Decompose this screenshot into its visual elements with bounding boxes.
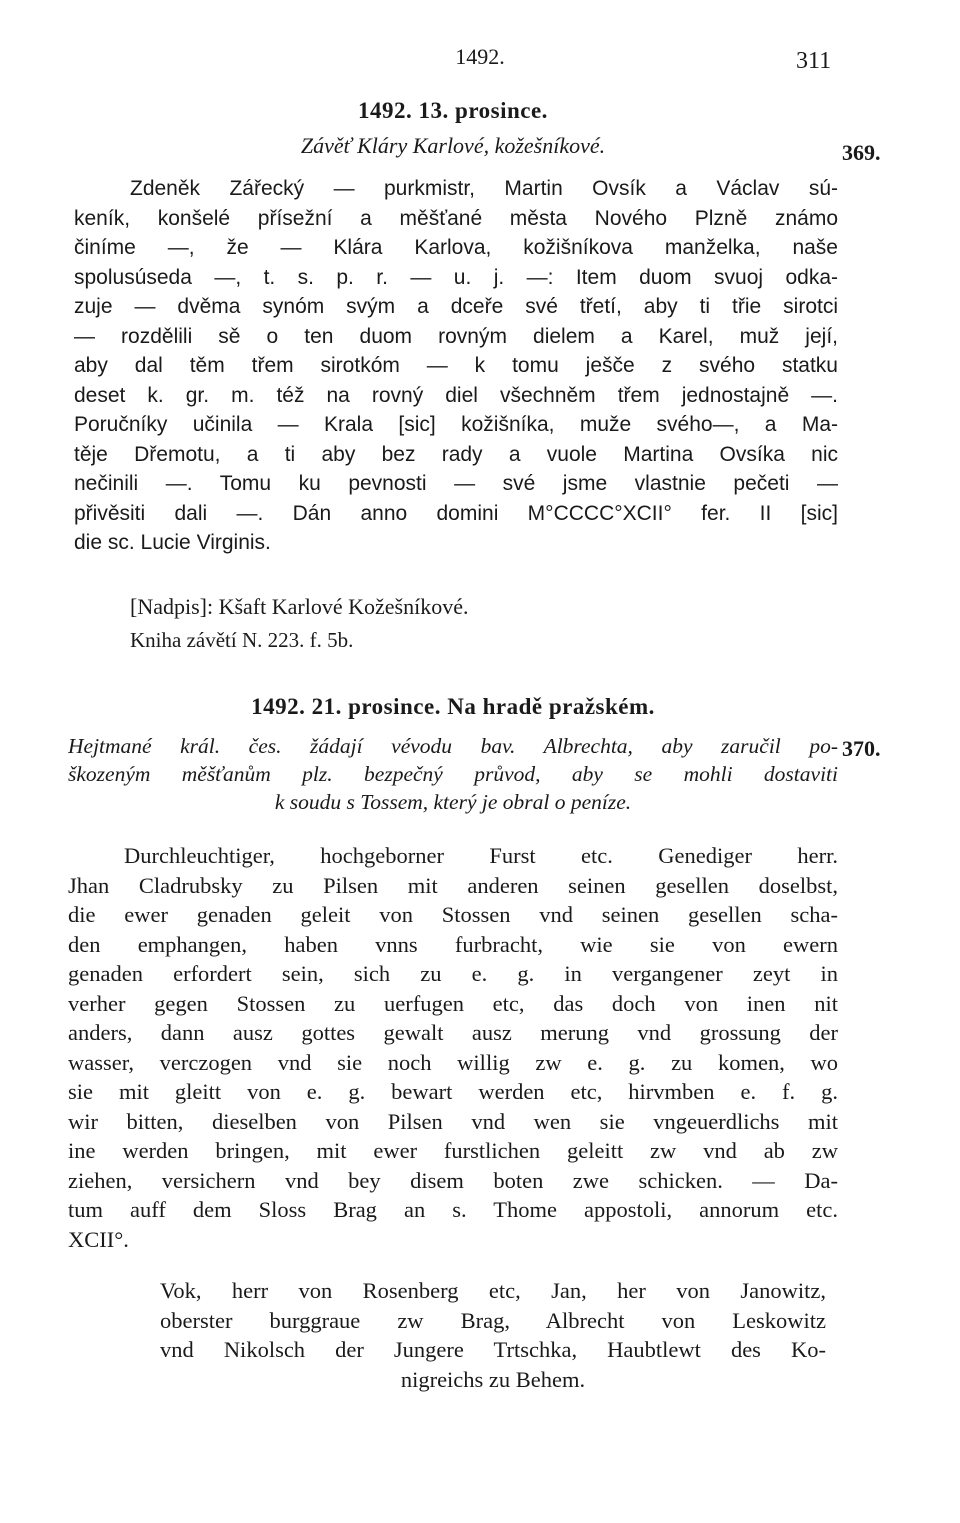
doc1-line: — rozdělili sě o ten duom rovným dielem a Karel, muž její,	[74, 324, 838, 348]
doc2-line: wir bitten, dieselben von Pilsen vnd wen sie vngeuerdlichs mit	[68, 1108, 838, 1134]
doc2-line: die ewer genaden geleit von Stossen vnd seinen gesellen scha-	[68, 902, 838, 927]
doc2-signatures	[160, 1276, 826, 1394]
doc2-line: den emphangen, haben vnns furbracht, wie sie von ewern	[68, 931, 838, 957]
doc1-line: keník, konšelé přísežní a měšťané města Nového Plzně známo	[74, 206, 838, 230]
doc2-regest-line: k soudu s Tossem, který je obral o peníze.	[274, 790, 632, 814]
doc1-line: nečinili —. Tomu ku pevnosti — své jsme vlastnie pečeti —	[74, 472, 838, 495]
doc2-regest	[68, 732, 838, 816]
doc2-signature-line: Vok, herr von Rosenberg etc, Jan, her von Janowitz,	[160, 1278, 826, 1303]
doc1-body	[74, 174, 838, 558]
doc2-line: Jhan Cladrubsky zu Pilsen mit anderen seinen gesellen doselbst,	[68, 872, 838, 898]
page-number: 311	[796, 48, 832, 74]
doc2-line: ine werden bringen, mit ewer furstlichen geleitt zw vnd ab zw	[68, 1138, 838, 1163]
page-year: 1492.	[455, 44, 505, 69]
doc2-line: anders, dann ausz gottes gewalt ausz merung vnd grossung der	[68, 1020, 838, 1045]
doc2-line: ziehen, versichern vnd bey disem boten zwe schicken. — Da-	[68, 1167, 838, 1193]
doc2-signature-line: vnd Nikolsch der Jungere Trtschka, Haubtlewt des Ko-	[160, 1337, 826, 1362]
doc1-line: die sc. Lucie Virginis.	[74, 531, 271, 554]
doc1-title: Závěť Kláry Karlové, kožešníkové.	[300, 133, 606, 158]
doc1-line: aby dal těm třem sirotkóm — k tomu ješče z svého statku	[74, 354, 838, 377]
doc2-line: wasser, verczogen vnd sie noch willig zw e. g. zu komen, wo	[68, 1049, 838, 1075]
doc2-margin-number: 370.	[842, 736, 881, 761]
doc2-body	[68, 841, 838, 1254]
doc1-date-heading: 1492. 13. prosince.	[358, 98, 548, 123]
doc1-source: Kniha závětí N. 223. f. 5b.	[130, 628, 354, 652]
doc2-regest-line: škozeným měšťanům plz. bezpečný průvod, aby se mohli dostaviti	[68, 762, 838, 786]
doc2-line: genaden erfordert sein, sich zu e. g. in vergangener zeyt in	[68, 961, 838, 986]
doc2-line: Durchleuchtiger, hochgeborner Furst etc. Genediger herr.	[124, 843, 838, 868]
doc1-line: Poručníky učinila — Krala [sic] kožišníka, muže svého—, a Ma-	[74, 413, 838, 436]
doc2-line: tum auff dem Sloss Brag an s. Thome appostoli, annorum etc.	[68, 1197, 838, 1222]
doc1-line: deset k. gr. m. též na rovný diel všechněm třem jednostajně —.	[74, 383, 838, 407]
doc1-line: Zdeněk Zářecký — purkmistr, Martin Ovsík a Václav sú-	[130, 177, 838, 200]
doc2-signature-line: nigreichs zu Behem.	[400, 1366, 586, 1392]
doc1-line: přivěsiti dali —. Dán anno domini M°CCCC°XCII° fer. II [sic]	[74, 501, 838, 525]
doc2-line: XCII°.	[68, 1226, 129, 1252]
doc1-inscription: [Nadpis]: Kšaft Karlové Kožešníkové.	[130, 594, 469, 619]
doc1-line: činíme —, že — Klára Karlova, kožišníkova manželka, naše	[74, 236, 838, 259]
doc1-line: zuje — dvěma synóm svým a dceře své třetí, aby ti třie sirotci	[74, 295, 838, 318]
doc2-line: sie mit gleitt von e. g. bewart werden etc, hirvmben e. f. g.	[68, 1079, 838, 1104]
doc2-regest-line: Hejtmané král. čes. žádají vévodu bav. Albrechta, aby zaručil po-	[68, 734, 838, 758]
doc1-line: spolusúseda —, t. s. p. r. — u. j. —: Item duom svuoj odka-	[74, 265, 838, 289]
doc2-signature-line: oberster burggraue zw Brag, Albrecht von Leskowitz	[160, 1307, 826, 1333]
doc2-line: verher gegen Stossen zu uerfugen etc, das doch von inen nit	[68, 990, 838, 1016]
doc1-margin-number: 369.	[842, 140, 881, 165]
doc1-line: těje Dřemotu, a ti aby bez rady a vuole Martina Ovsíka nic	[74, 442, 838, 466]
doc2-date-heading: 1492. 21. prosince. Na hradě pražském.	[251, 694, 655, 719]
